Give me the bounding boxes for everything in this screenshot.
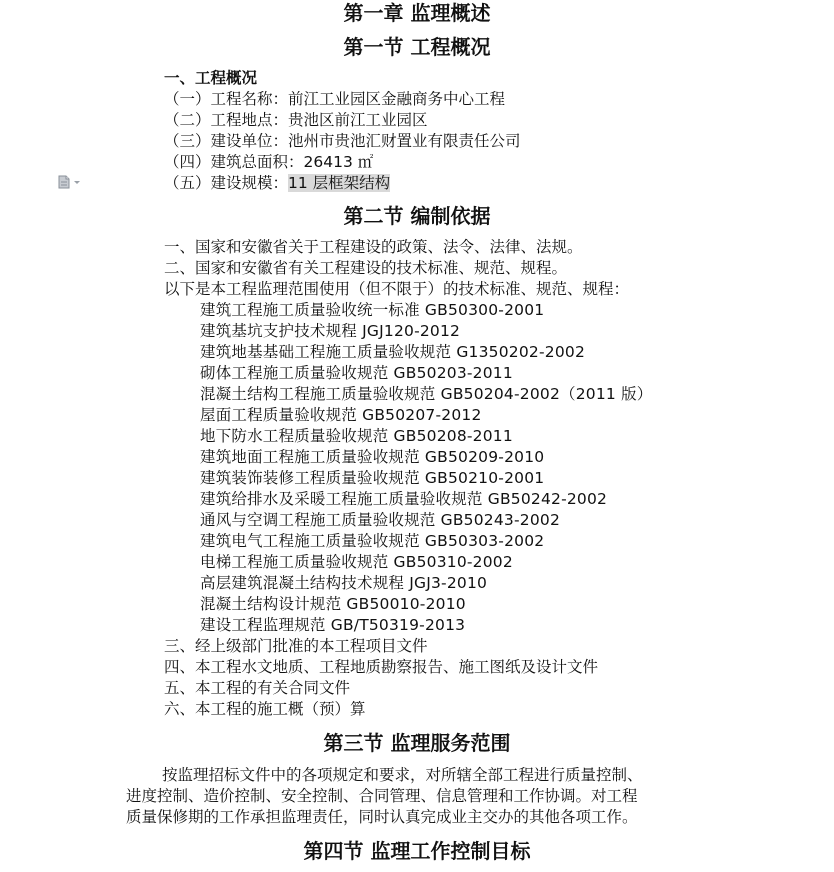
standard-item: 屋面工程质量验收规范 GB50207-2012 (200, 406, 482, 424)
scope-paragraph-line-1: 按监理招标文件中的各项规定和要求，对所辖全部工程进行质量控制、 (162, 766, 643, 784)
standard-item: 建筑地基基础工程施工质量验收规范 G1350202-2002 (200, 343, 586, 361)
scope-paragraph-line-3: 质量保修期的工作承担监理责任，同时认真完成业主交办的其他各项工作。 (126, 808, 638, 826)
basis-item-6: 六、本工程的施工概（预）算 (164, 700, 366, 718)
standard-item: 建筑装饰装修工程质量验收规范 GB50210-2001 (200, 469, 545, 487)
standard-item: 建筑地面工程施工质量验收规范 GB50209-2010 (200, 448, 545, 466)
standard-item: 电梯工程施工质量验收规范 GB50310-2002 (200, 553, 513, 571)
standard-item: 建筑给排水及采暖工程施工质量验收规范 GB50242-2002 (200, 490, 608, 508)
basis-item-4: 四、本工程水文地质、工程地质勘察报告、施工图纸及设计文件 (164, 658, 599, 676)
standard-item: 建筑电气工程施工质量验收规范 GB50303-2002 (200, 532, 545, 550)
standard-item: 高层建筑混凝土结构技术规程 JGJ3-2010 (200, 574, 488, 592)
project-scale-value[interactable]: 11 层框架结构 (288, 174, 391, 192)
basis-item-2: 二、国家和安徽省有关工程建设的技术标准、规范、规程。 (164, 259, 568, 277)
section2-title: 第二节 编制依据 (343, 204, 491, 228)
standard-item: 建筑工程施工质量验收统一标准 GB50300-2001 (200, 301, 545, 319)
section4-title: 第四节 监理工作控制目标 (303, 839, 531, 863)
project-scale (164, 173, 390, 194)
standard-item: 混凝土结构工程施工质量验收规范 GB50204-2002（2011 版） (200, 385, 653, 403)
section1-title: 第一节 工程概况 (343, 35, 491, 59)
standard-item: 砌体工程施工质量验收规范 GB50203-2011 (200, 364, 513, 382)
project-scale-label: （五）建设规模： (164, 174, 289, 192)
project-location: （二）工程地点：贵池区前江工业园区 (164, 111, 428, 129)
basis-item-5: 五、本工程的有关合同文件 (164, 679, 351, 697)
standard-item: 通风与空调工程施工质量验收规范 GB50243-2002 (200, 511, 561, 529)
basis-item-3: 三、经上级部门批准的本工程项目文件 (164, 637, 428, 655)
standard-item: 建设工程监理规范 GB/T50319-2013 (200, 616, 466, 634)
project-name: （一）工程名称：前江工业园区金融商务中心工程 (164, 90, 506, 108)
basis-item-1: 一、国家和安徽省关于工程建设的政策、法令、法律、法规。 (164, 238, 583, 256)
project-owner: （三）建设单位：池州市贵池汇财置业有限责任公司 (164, 132, 521, 150)
standard-item: 混凝土结构设计规范 GB50010-2010 (200, 595, 466, 613)
document-icon[interactable] (57, 175, 83, 189)
chapter-title: 第一章 监理概述 (343, 1, 491, 25)
standard-item: 地下防水工程质量验收规范 GB50208-2011 (200, 427, 513, 445)
basis-intro: 以下是本工程监理范围使用（但不限于）的技术标准、规范、规程： (164, 280, 630, 298)
standard-item: 建筑基坑支护技术规程 JGJ120-2012 (200, 322, 461, 340)
project-area: （四）建筑总面积：26413 ㎡ (164, 153, 374, 171)
section3-title: 第三节 监理服务范围 (323, 731, 511, 755)
section1-heading: 一、工程概况 (164, 69, 258, 87)
scope-paragraph-line-2: 进度控制、造价控制、安全控制、合同管理、信息管理和工作协调。对工程 (126, 787, 638, 805)
